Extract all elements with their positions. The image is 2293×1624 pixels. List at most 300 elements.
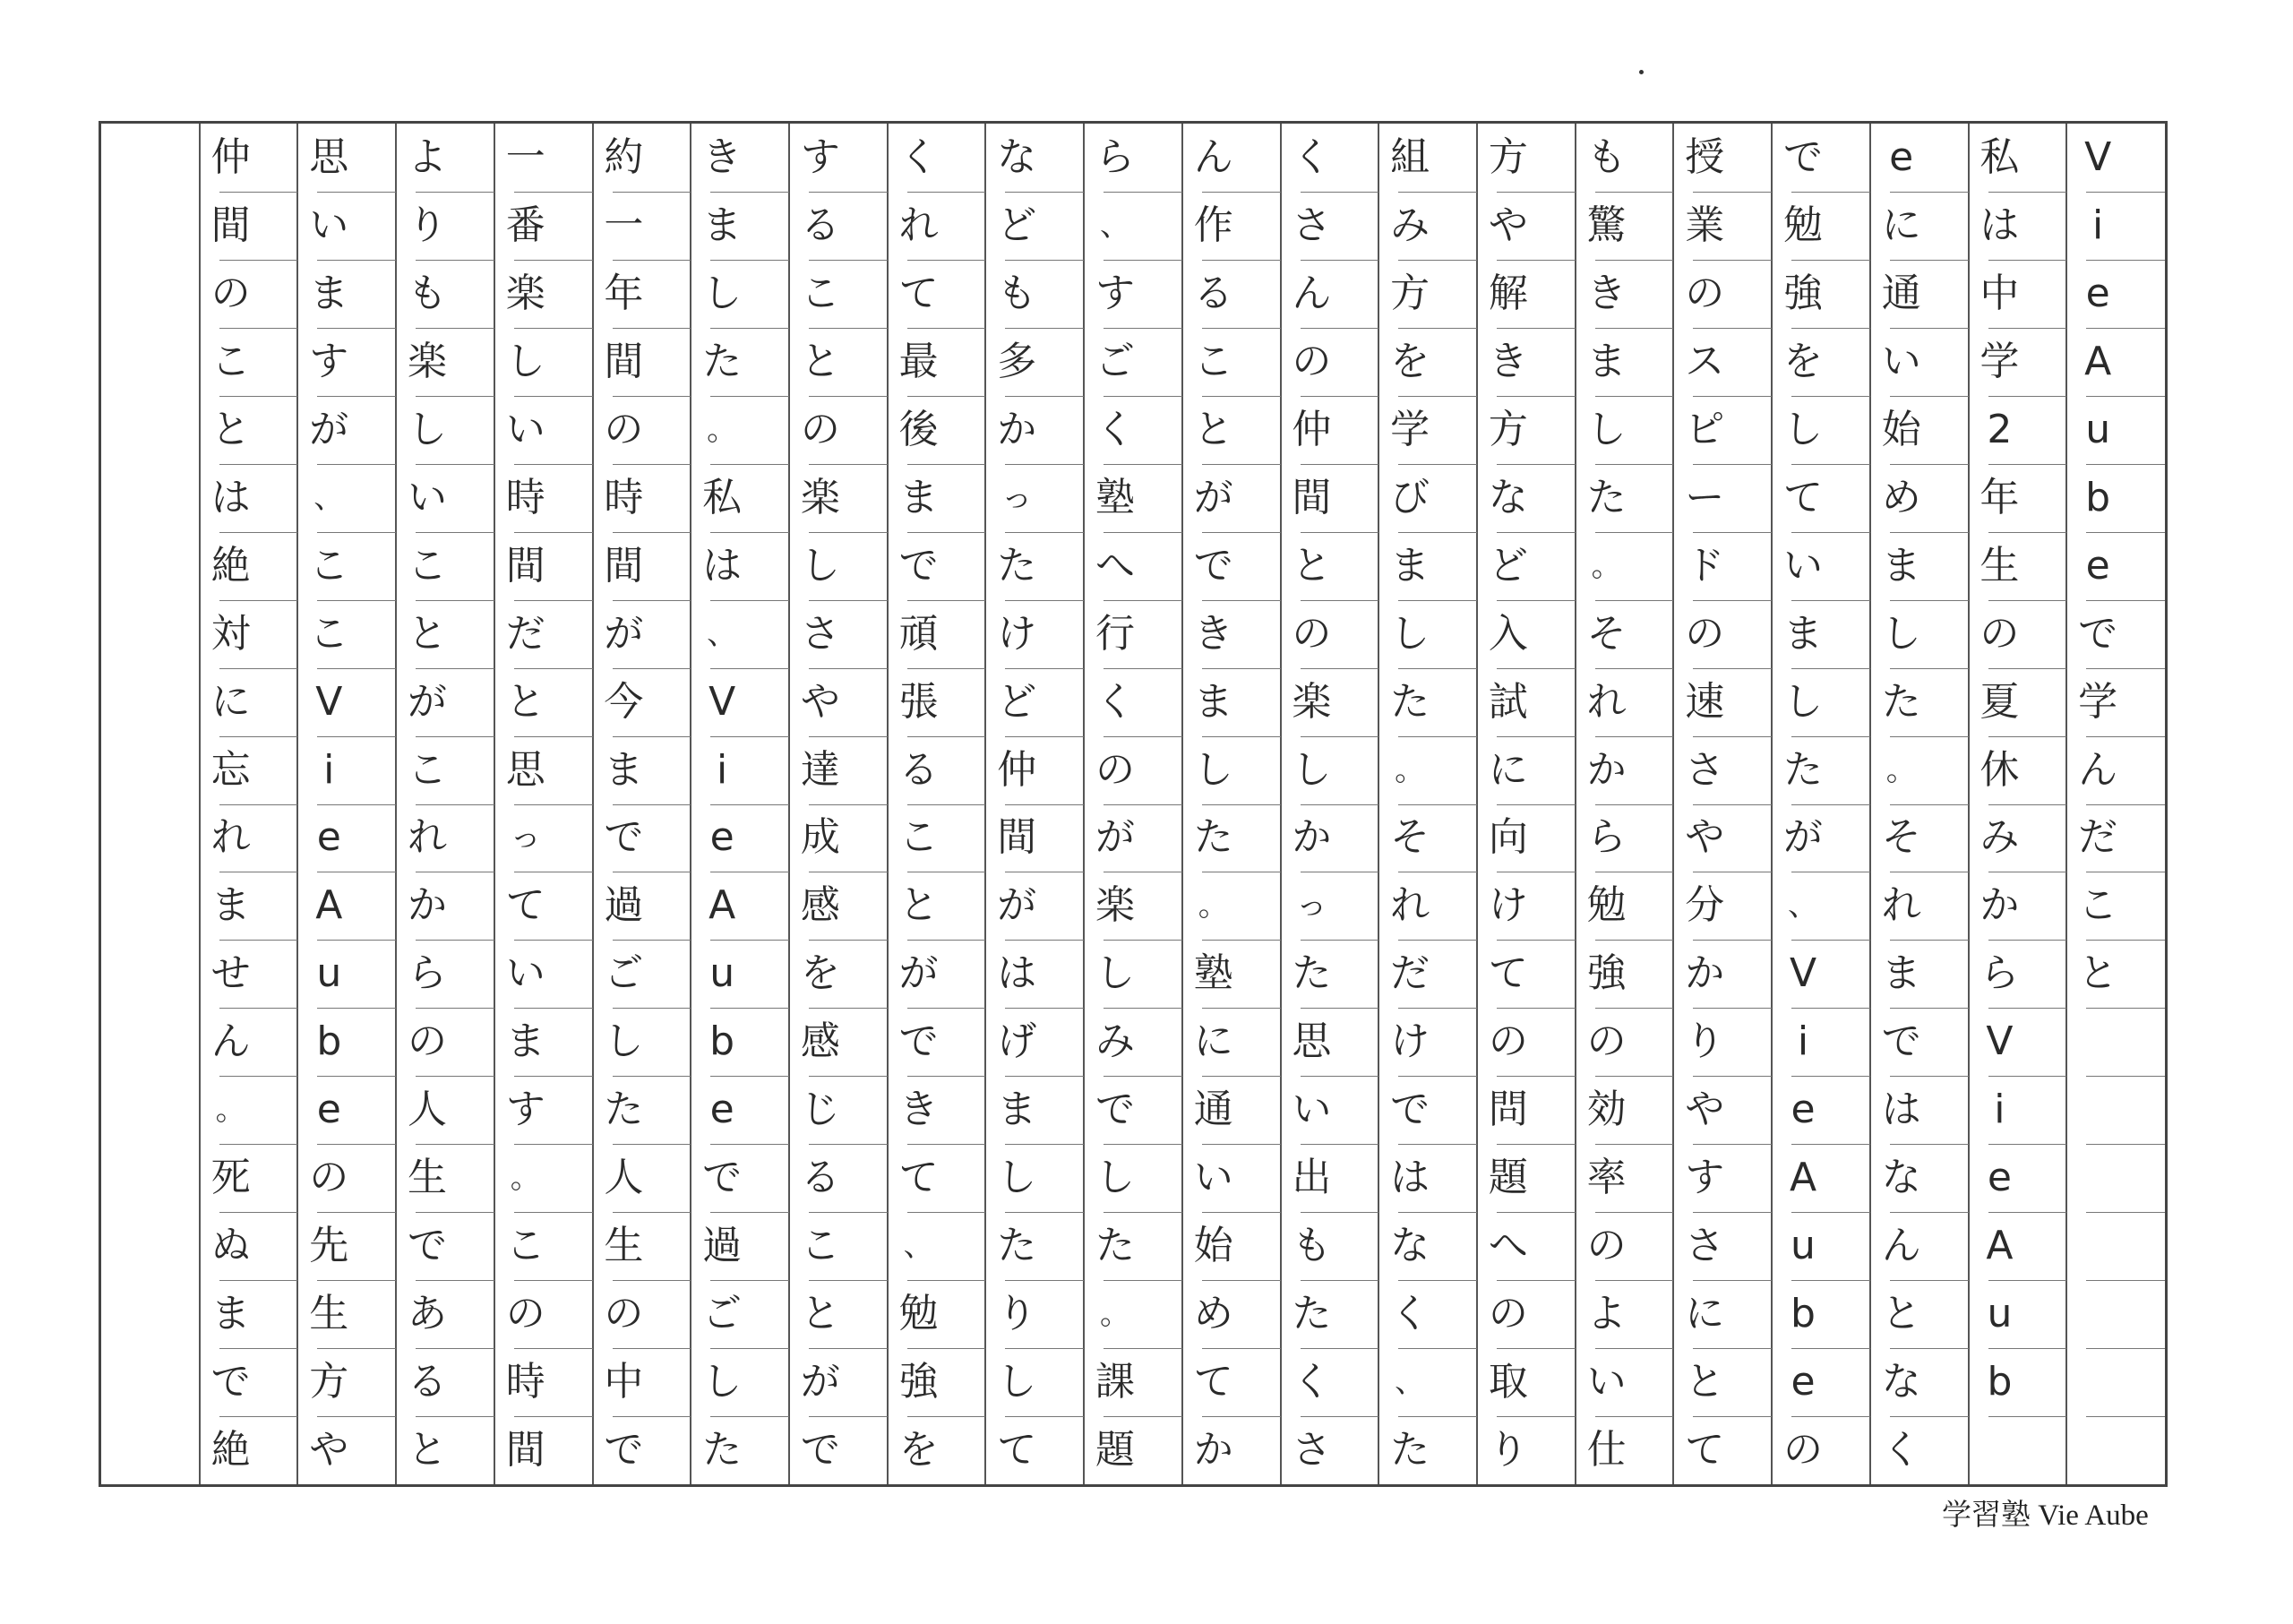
cell-divider (1595, 1280, 1674, 1281)
cell-divider (317, 1348, 396, 1349)
manuscript-char: れ (1881, 882, 1921, 929)
manuscript-char: な (1881, 1359, 1921, 1405)
manuscript-char: 中 (1980, 270, 2020, 316)
manuscript-char: e (709, 814, 734, 861)
cell-divider (1988, 736, 2067, 737)
cell-divider (1890, 600, 1969, 601)
cell-divider (1791, 464, 1870, 465)
cell-divider (1398, 1076, 1477, 1077)
cell-divider (1005, 1008, 1084, 1009)
manuscript-char: 勉 (1783, 202, 1823, 248)
manuscript-char: な (997, 133, 1037, 180)
manuscript-char: そ (1586, 610, 1627, 657)
manuscript-char: で (604, 1427, 644, 1474)
manuscript-char: な (1390, 1223, 1430, 1269)
manuscript-char: ど (997, 678, 1037, 725)
cell-divider (613, 328, 691, 329)
cell-divider (1398, 668, 1477, 669)
cell-divider (1595, 804, 1674, 805)
cell-divider (317, 940, 396, 941)
manuscript-char: 課 (1095, 1359, 1135, 1405)
manuscript-char: れ (898, 202, 939, 248)
cell-divider (514, 1076, 593, 1077)
cell-divider (1301, 668, 1379, 669)
cell-divider (514, 192, 593, 193)
cell-divider (1005, 328, 1084, 329)
cell-divider (1005, 736, 1084, 737)
cell-divider (613, 668, 691, 669)
manuscript-char: ド (1685, 542, 1725, 589)
cell-divider (1202, 260, 1281, 261)
manuscript-char: 約 (604, 133, 644, 180)
cell-divider (1595, 1144, 1674, 1145)
manuscript-char: の (408, 1018, 447, 1065)
cell-divider (416, 804, 494, 805)
cell-divider (1398, 804, 1477, 805)
manuscript-char: 先 (309, 1223, 349, 1269)
cell-divider (1988, 668, 2067, 669)
manuscript-char: の (1095, 746, 1135, 793)
manuscript-char: 、 (313, 479, 345, 516)
manuscript-char: 仲 (210, 133, 251, 180)
cell-divider (1693, 1144, 1772, 1145)
cell-divider (416, 1348, 494, 1349)
manuscript-char: 。 (215, 1092, 246, 1129)
cell-divider (1005, 940, 1084, 941)
cell-divider (317, 464, 396, 465)
manuscript-char: ご (702, 1291, 743, 1337)
cell-divider (1104, 260, 1182, 261)
cell-divider (1301, 1144, 1379, 1145)
cell-divider (514, 600, 593, 601)
manuscript-char: み (1980, 814, 2020, 861)
cell-divider (1988, 1280, 2067, 1281)
manuscript-char: ん (1193, 133, 1233, 180)
manuscript-char: し (1783, 678, 1823, 725)
manuscript-char: た (1095, 1223, 1135, 1269)
manuscript-char: し (408, 406, 447, 452)
cell-divider (809, 328, 888, 329)
manuscript-char: て (505, 882, 545, 929)
cell-divider (1595, 532, 1674, 533)
manuscript-char: 分 (1685, 882, 1725, 929)
cell-divider (710, 260, 789, 261)
cell-divider (1693, 396, 1772, 397)
manuscript-char: い (309, 202, 349, 248)
cell-divider (2086, 1144, 2165, 1145)
manuscript-char: さ (800, 610, 840, 657)
manuscript-char: A (315, 882, 343, 929)
manuscript-char: こ (800, 270, 840, 316)
manuscript-char: 率 (1586, 1155, 1627, 1201)
manuscript-char: に (210, 678, 251, 725)
manuscript-char: 試 (1488, 678, 1528, 725)
manuscript-char: か (408, 882, 447, 929)
manuscript-char: は (702, 542, 743, 589)
cell-divider (1005, 668, 1084, 669)
cell-divider (317, 396, 396, 397)
cell-divider (219, 1280, 298, 1281)
manuscript-char: 一 (505, 133, 545, 180)
cell-divider (219, 940, 298, 941)
cell-divider (1301, 1416, 1379, 1417)
manuscript-char: し (505, 338, 545, 384)
cell-divider (1202, 1416, 1281, 1417)
manuscript-char: 通 (1193, 1087, 1233, 1133)
cell-divider (1104, 1076, 1182, 1077)
manuscript-char: が (898, 950, 939, 997)
manuscript-char: に (1881, 202, 1921, 248)
cell-divider (1005, 396, 1084, 397)
manuscript-char: い (1783, 542, 1823, 589)
cell-divider (416, 736, 494, 737)
manuscript-char: そ (1390, 814, 1430, 861)
manuscript-char: 感 (800, 1018, 840, 1065)
cell-divider (219, 464, 298, 465)
cell-divider (1104, 1144, 1182, 1145)
cell-divider (907, 1416, 986, 1417)
cell-divider (317, 1076, 396, 1077)
cell-divider (809, 532, 888, 533)
cell-divider (1791, 668, 1870, 669)
manuscript-char: e (1791, 1087, 1816, 1133)
manuscript-char: て (1488, 950, 1528, 997)
manuscript-char: れ (408, 814, 447, 861)
cell-divider (1890, 1416, 1969, 1417)
manuscript-char: く (1095, 678, 1135, 725)
manuscript-char: 間 (210, 202, 251, 248)
cell-divider (416, 396, 494, 397)
manuscript-char: 多 (997, 338, 1037, 384)
cell-divider (1595, 1416, 1674, 1417)
manuscript-char: b (1987, 1359, 2013, 1405)
manuscript-char: し (997, 1359, 1037, 1405)
cell-divider (416, 1076, 494, 1077)
cell-divider (1791, 940, 1870, 941)
cell-divider (1497, 260, 1576, 261)
cell-divider (809, 396, 888, 397)
cell-divider (1104, 1008, 1182, 1009)
cell-divider (613, 260, 691, 261)
cell-divider (1005, 260, 1084, 261)
manuscript-char: 楽 (1095, 882, 1135, 929)
manuscript-char: u (1791, 1223, 1816, 1269)
cell-divider (219, 1212, 298, 1213)
manuscript-char: 方 (309, 1359, 349, 1405)
manuscript-char: 頑 (898, 610, 939, 657)
manuscript-char: i (717, 746, 728, 793)
manuscript-char: b (316, 1018, 342, 1065)
manuscript-char: の (800, 406, 840, 452)
manuscript-char: た (1783, 746, 1823, 793)
manuscript-char: と (210, 406, 251, 452)
manuscript-char: や (1488, 202, 1528, 248)
manuscript-char: の (1783, 1427, 1823, 1474)
manuscript-char: ま (1881, 542, 1921, 589)
manuscript-char: の (309, 1155, 349, 1201)
manuscript-char: で (408, 1223, 447, 1269)
cell-divider (1104, 328, 1182, 329)
manuscript-char: 始 (1881, 406, 1921, 452)
cell-divider (907, 736, 986, 737)
cell-divider (1693, 1076, 1772, 1077)
cell-divider (1301, 804, 1379, 805)
cell-divider (613, 1212, 691, 1213)
manuscript-char: の (1586, 1223, 1627, 1269)
manuscript-char: た (1390, 1427, 1430, 1474)
manuscript-char: が (1095, 814, 1135, 861)
cell-divider (1595, 1076, 1674, 1077)
cell-divider (1301, 940, 1379, 941)
manuscript-char: が (309, 406, 349, 452)
manuscript-char: の (1292, 610, 1332, 657)
cell-divider (710, 464, 789, 465)
manuscript-char: の (1488, 1291, 1528, 1337)
cell-divider (1497, 1076, 1576, 1077)
cell-divider (1497, 328, 1576, 329)
cell-divider (1988, 260, 2067, 261)
cell-divider (1988, 192, 2067, 193)
manuscript-char: 通 (1881, 270, 1921, 316)
manuscript-char: u (2085, 406, 2111, 452)
manuscript-char: ん (1881, 1223, 1921, 1269)
cell-divider (1398, 1348, 1477, 1349)
cell-divider (1301, 260, 1379, 261)
cell-divider (710, 1144, 789, 1145)
cell-divider (710, 1008, 789, 1009)
cell-divider (219, 600, 298, 601)
cell-divider (710, 396, 789, 397)
cell-divider (1595, 396, 1674, 397)
cell-divider (907, 1076, 986, 1077)
manuscript-char: A (2084, 338, 2112, 384)
cell-divider (2086, 1280, 2165, 1281)
cell-divider (1202, 328, 1281, 329)
cell-divider (1301, 464, 1379, 465)
cell-divider (1890, 532, 1969, 533)
manuscript-char: V (1789, 950, 1817, 997)
cell-divider (416, 1008, 494, 1009)
manuscript-char: 年 (604, 270, 644, 316)
cell-divider (219, 668, 298, 669)
cell-divider (1202, 464, 1281, 465)
manuscript-char: く (1095, 406, 1135, 452)
cell-divider (1988, 532, 2067, 533)
cell-divider (907, 464, 986, 465)
manuscript-char: 過 (604, 882, 644, 929)
cell-divider (809, 192, 888, 193)
cell-divider (710, 532, 789, 533)
cell-divider (1301, 1280, 1379, 1281)
cell-divider (1398, 464, 1477, 465)
manuscript-char: こ (898, 814, 939, 861)
manuscript-char: の (604, 406, 644, 452)
cell-divider (416, 1212, 494, 1213)
manuscript-char: 対 (210, 610, 251, 657)
cell-divider (2086, 260, 2165, 261)
manuscript-char: 忘 (210, 746, 251, 793)
cell-divider (416, 940, 494, 941)
manuscript-char: 中 (604, 1359, 644, 1405)
manuscript-char: 解 (1488, 270, 1528, 316)
manuscript-char: ま (1881, 950, 1921, 997)
manuscript-char: り (1488, 1427, 1528, 1474)
manuscript-char: い (505, 406, 545, 452)
cell-divider (1988, 396, 2067, 397)
cell-divider (514, 1416, 593, 1417)
manuscript-char: き (702, 133, 743, 180)
manuscript-char: が (408, 678, 447, 725)
manuscript-char: い (505, 950, 545, 997)
manuscript-char: る (800, 202, 840, 248)
manuscript-char: く (1881, 1427, 1921, 1474)
manuscript-char: し (1095, 950, 1135, 997)
manuscript-char: な (1881, 1155, 1921, 1201)
cell-divider (1497, 940, 1576, 941)
manuscript-char: 強 (1783, 270, 1823, 316)
cell-divider (710, 1348, 789, 1349)
manuscript-char: も (408, 270, 447, 316)
cell-divider (1398, 532, 1477, 533)
manuscript-char: 間 (505, 542, 545, 589)
cell-divider (2086, 1348, 2165, 1349)
manuscript-char: 勉 (1586, 882, 1627, 929)
manuscript-char: い (1881, 338, 1921, 384)
manuscript-char: も (1586, 133, 1627, 180)
manuscript-char: A (1986, 1223, 2014, 1269)
manuscript-char: 、 (1788, 888, 1818, 924)
cell-divider (710, 600, 789, 601)
manuscript-char: 間 (1292, 474, 1332, 520)
cell-divider (1202, 1348, 1281, 1349)
cell-divider (1693, 1212, 1772, 1213)
manuscript-char: の (604, 1291, 644, 1337)
cell-divider (1595, 1348, 1674, 1349)
cell-divider (809, 1212, 888, 1213)
cell-divider (1202, 1212, 1281, 1213)
cell-divider (2086, 1416, 2165, 1417)
manuscript-char: で (210, 1359, 251, 1405)
manuscript-char: た (604, 1087, 644, 1133)
manuscript-char: と (1292, 542, 1332, 589)
manuscript-char: A (1789, 1155, 1817, 1201)
cell-divider (1595, 600, 1674, 601)
manuscript-char: ん (210, 1018, 251, 1065)
cell-divider (1005, 464, 1084, 465)
manuscript-char: り (997, 1291, 1037, 1337)
manuscript-char: れ (210, 814, 251, 861)
manuscript-char: 、 (1395, 1364, 1426, 1401)
manuscript-char: し (1095, 1155, 1135, 1201)
cell-divider (1104, 1280, 1182, 1281)
manuscript-char: け (1390, 1018, 1430, 1065)
cell-divider (613, 600, 691, 601)
cell-divider (317, 260, 396, 261)
cell-divider (1497, 1212, 1576, 1213)
manuscript-char: ま (1783, 610, 1823, 657)
cell-divider (1497, 192, 1576, 193)
manuscript-char: く (1292, 133, 1332, 180)
cell-divider (1005, 804, 1084, 805)
manuscript-char: と (898, 882, 939, 929)
cell-divider (710, 736, 789, 737)
manuscript-char: 。 (1198, 888, 1229, 924)
cell-divider (1693, 532, 1772, 533)
manuscript-char: 塾 (1193, 950, 1233, 997)
manuscript-sheet (99, 121, 2168, 1487)
manuscript-char: ま (309, 270, 349, 316)
manuscript-char: で (1881, 1018, 1921, 1065)
manuscript-char: b (2085, 474, 2111, 520)
manuscript-char: 学 (2078, 678, 2118, 725)
cell-divider (219, 736, 298, 737)
manuscript-char: 後 (898, 406, 939, 452)
manuscript-char: す (1095, 270, 1135, 316)
manuscript-char: て (997, 1427, 1037, 1474)
manuscript-char: や (1685, 814, 1725, 861)
manuscript-char: 時 (505, 474, 545, 520)
cell-divider (1988, 940, 2067, 941)
cell-divider (416, 1280, 494, 1281)
cell-divider (907, 668, 986, 669)
manuscript-char: あ (408, 1291, 447, 1337)
manuscript-char: 最 (898, 338, 939, 384)
cell-divider (1497, 1348, 1576, 1349)
manuscript-char: 絶 (210, 1427, 251, 1474)
cell-divider (1104, 532, 1182, 533)
cell-divider (1398, 328, 1477, 329)
cell-divider (219, 260, 298, 261)
manuscript-char: こ (1193, 338, 1233, 384)
manuscript-char: る (408, 1359, 447, 1405)
cell-divider (416, 532, 494, 533)
manuscript-char: い (408, 474, 447, 520)
manuscript-char: 方 (1488, 406, 1528, 452)
manuscript-char: 作 (1193, 202, 1233, 248)
manuscript-char: e (1791, 1359, 1816, 1405)
cell-divider (613, 532, 691, 533)
manuscript-char: の (210, 270, 251, 316)
cell-divider (1104, 464, 1182, 465)
cell-divider (809, 1416, 888, 1417)
cell-divider (809, 1280, 888, 1281)
cell-divider (809, 668, 888, 669)
cell-divider (1202, 396, 1281, 397)
manuscript-char: こ (408, 542, 447, 589)
manuscript-char: た (702, 338, 743, 384)
manuscript-char: み (1095, 1018, 1135, 1065)
cell-divider (907, 600, 986, 601)
cell-divider (809, 1008, 888, 1009)
manuscript-char: び (1390, 474, 1430, 520)
manuscript-char: こ (408, 746, 447, 793)
manuscript-char: て (898, 270, 939, 316)
manuscript-char: ま (210, 1291, 251, 1337)
manuscript-char: る (800, 1155, 840, 1201)
manuscript-char: 死 (210, 1155, 251, 1201)
cell-divider (1988, 1348, 2067, 1349)
cell-divider (1497, 1144, 1576, 1145)
manuscript-char: 番 (505, 202, 545, 248)
manuscript-char: 仲 (1292, 406, 1332, 452)
manuscript-char: 学 (1390, 406, 1430, 452)
manuscript-char: 授 (1685, 133, 1725, 180)
cell-divider (2086, 668, 2165, 669)
cell-divider (317, 1280, 396, 1281)
manuscript-char: 、 (707, 615, 738, 652)
manuscript-char: め (1193, 1291, 1233, 1337)
manuscript-char: さ (1685, 746, 1725, 793)
